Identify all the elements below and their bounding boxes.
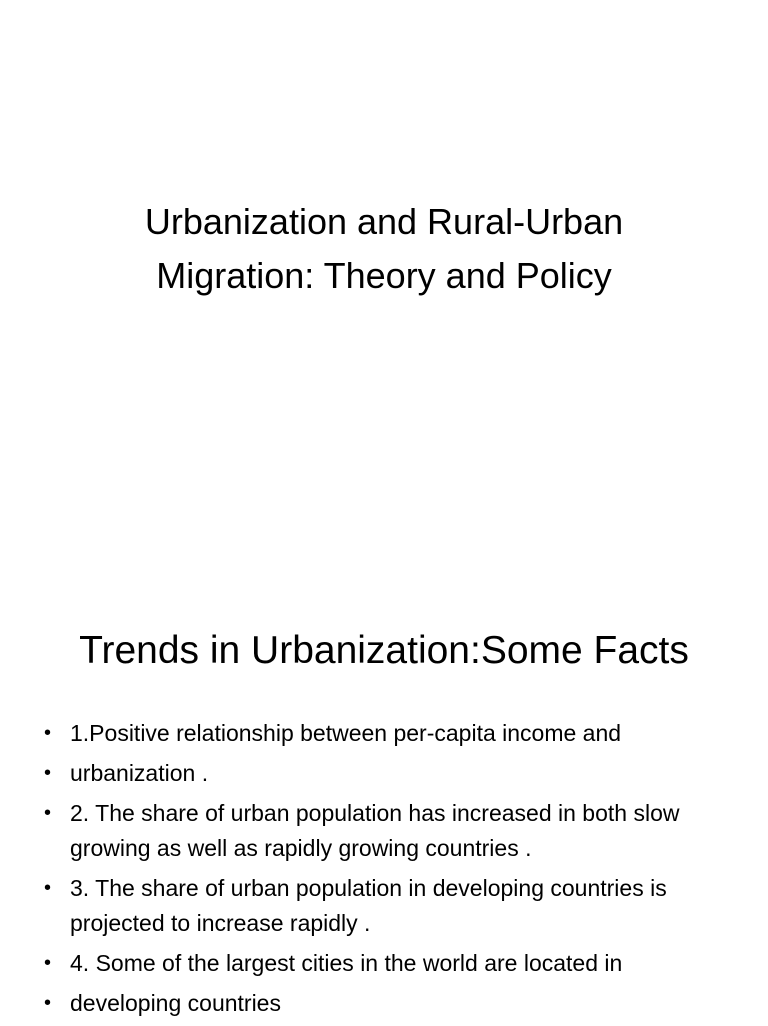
bullet-icon: • <box>44 877 52 899</box>
slide-title-line-1: Urbanization and Rural-Urban <box>144 201 624 242</box>
list-item <box>40 716 740 751</box>
list-item-text: 3. The share of urban population in developing countries is projected to increase rapidly . <box>70 875 667 936</box>
bullet-icon: • <box>44 802 52 824</box>
list-item-text: 2. The share of urban population has increased in both slow growing as well as rapidly growing countries . <box>70 800 680 861</box>
section-heading: Trends in Urbanization:Some Facts <box>79 629 689 672</box>
list-item <box>40 986 740 1021</box>
slide-title <box>40 195 728 303</box>
list-item-text: 1.Positive relationship between per-capita income and <box>70 720 622 746</box>
slide-title-line-2: Migration: Theory and Policy <box>156 255 612 296</box>
list-item-text: developing countries <box>70 990 281 1016</box>
list-item-text: 4. Some of the largest cities in the world are located in <box>70 950 623 976</box>
list-item-text: urbanization . <box>70 760 209 786</box>
bullet-icon: • <box>44 952 52 974</box>
facts-list <box>40 716 740 1026</box>
list-item <box>40 756 740 791</box>
bullet-icon: • <box>44 992 52 1014</box>
bullet-icon: • <box>44 762 52 784</box>
bullet-icon: • <box>44 722 52 744</box>
list-item <box>40 871 740 941</box>
list-item <box>40 796 740 866</box>
list-item <box>40 946 740 981</box>
